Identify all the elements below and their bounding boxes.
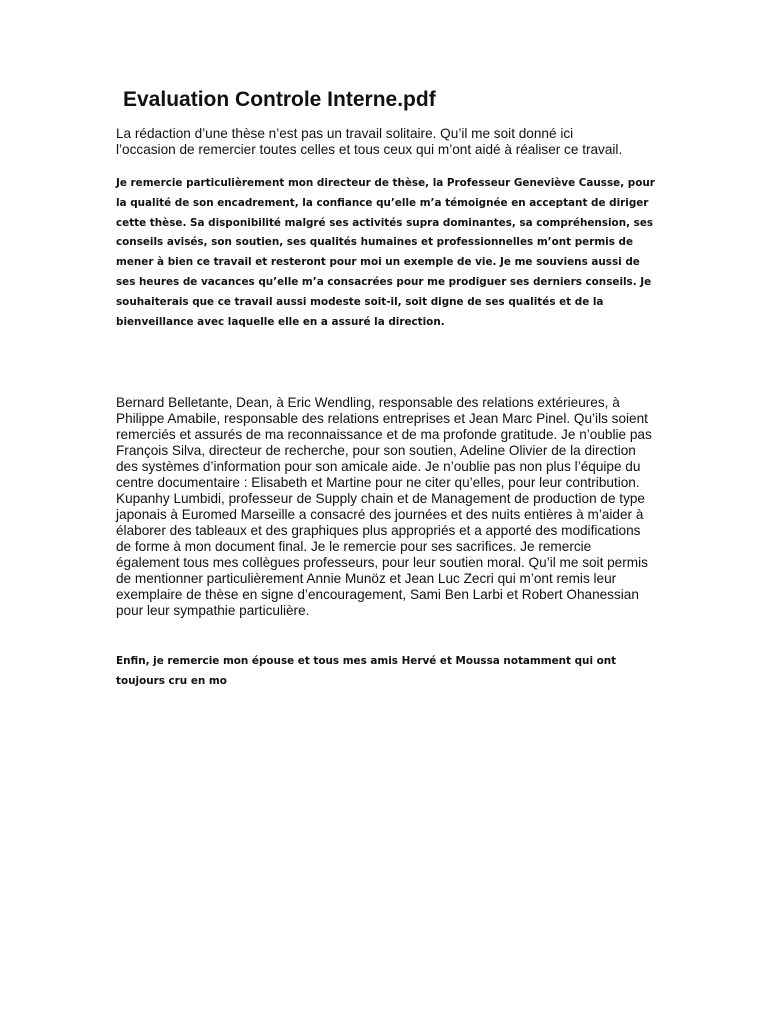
intro-paragraph: La rédaction d’une thèse n’est pas un travail solitaire. Qu’il me soit donné ici l’occasion de remercier toutes celles et tous ceux qui m’ont aidé à réaliser ce travail. [116, 126, 623, 157]
director-thanks-paragraph: Je remercie particulièrement mon directeur de thèse, la Professeur Geneviève Causse, pour la qualité de son encadrement, la confiance qu’elle m’a témoignée en acceptant de diriger cette thèse. Sa disponibilité malgré ses activités supra dominantes, sa compréhension, ses conseils avisés, son soutien, ses qualités humaines et professionnelles m’ont permis de mener à bien ce travail et resteront pour moi un exemple de vie. Je me souviens aussi de ses heures de vacances qu’elle m’a consacrées pour me prodiguer ses derniers conseils. Je souhaiterais que ce travail aussi modeste soit-il, soit digne de ses qualités et de la bienveillance avec laquelle elle en a assuré la direction. [116, 177, 655, 328]
colleagues-thanks-paragraph: Bernard Belletante, Dean, à Eric Wendling, responsable des relations extérieures, à Philippe Amabile, responsable des relations entreprises et Jean Marc Pinel. Qu’ils soient remerciés et assurés de ma reconnaissance et de ma profonde gratitude. Je n’oublie pas François Silva, directeur de recherche, pour son soutien, Adeline Olivier de la direction des systèmes d’information pour son amicale aide. Je n’oublie pas non plus l’équipe du centre documentaire : Elisabeth et Martine pour ne citer qu’elles, pour leur contribution. Kupanhy Lumbidi, professeur de Supply chain et de Management de production de type japonais à Euromed Marseille a consacré des journées et des nuits entières à m’aider à élaborer des tableaux et des graphiques plus appropriés et a apporté des modifications de forme à mon document final. Je le remercie pour ses sacrifices. Je remercie également tous mes collègues professeurs, pour leur soutien moral. Qu’il me soit permis de mentionner particulièrement Annie Munöz et Jean Luc Zecri qui m’ont remis leur exemplaire de thèse en signe d’encouragement, Sami Ben Larbi et Robert Ohanessian pour leur sympathie particulière. [116, 395, 652, 618]
family-thanks-paragraph: Enfin, je remercie mon épouse et tous mes amis Hervé et Moussa notamment qui ont toujours cru en mo [116, 655, 617, 687]
document-title: Evaluation Controle Interne.pdf [123, 88, 436, 111]
